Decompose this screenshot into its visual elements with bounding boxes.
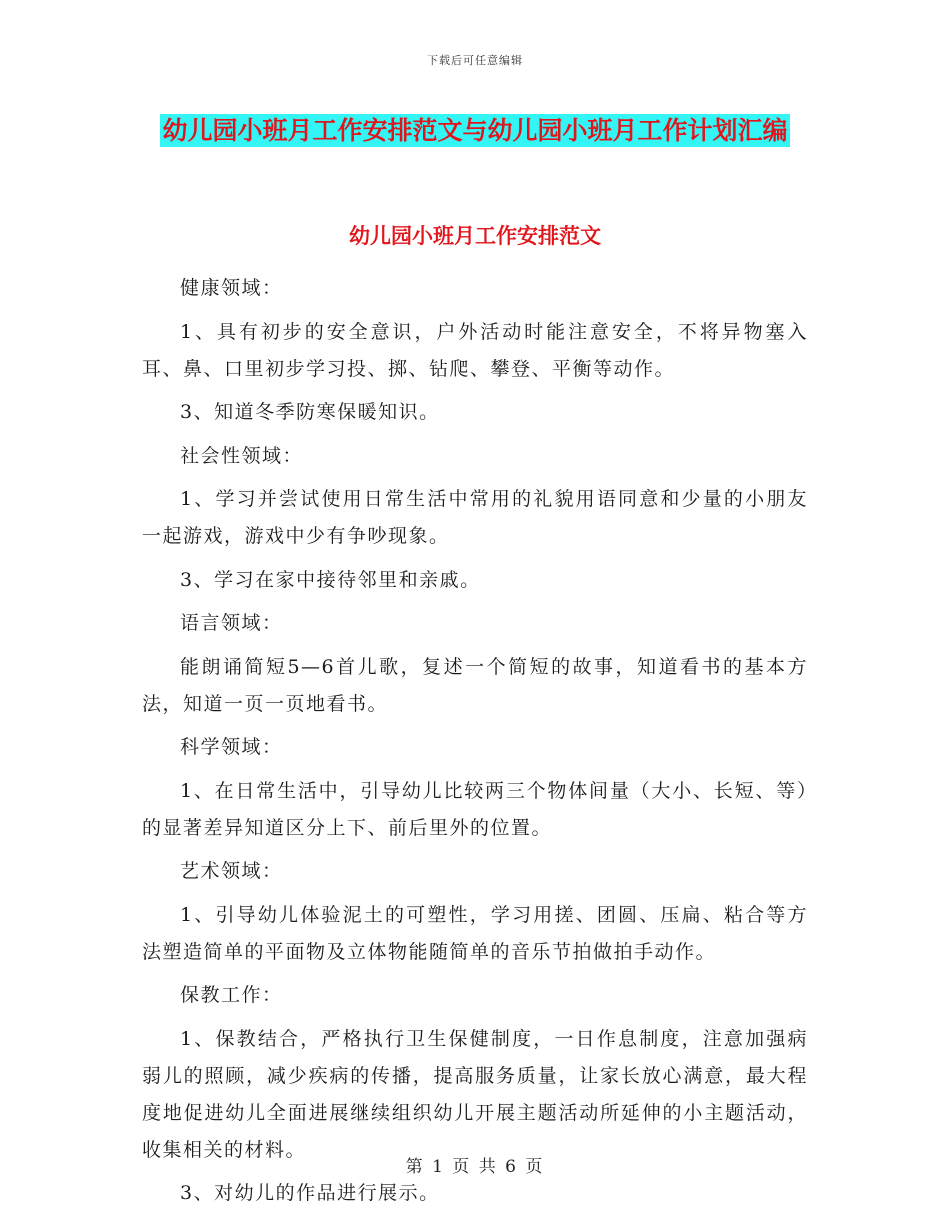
paragraph: 3、知道冬季防寒保暖知识。: [180, 401, 440, 423]
paragraph: 1、保教结合，严格执行卫生保健制度，一日作息制度，注意加强病弱儿的照顾，减少疾病的传播，提高服务质量，让家长放心满意，最大程度地促进幼儿全面进展继续组织幼儿开展主题活动所延伸的小主题活动，收集相关的材料。: [142, 1027, 808, 1161]
paragraph: 3、对幼儿的作品进行展示。: [180, 1182, 440, 1204]
paragraph: 1、在日常生活中，引导幼儿比较两三个物体间量（大小、长短、等）的显著差异知道区分上下、前后里外的位置。: [142, 779, 808, 839]
paragraph: 科学领域：: [180, 736, 283, 758]
paragraph: 能朗诵简短5—6首儿歌，复述一个简短的故事，知道看书的基本方法，知道一页一页地看书。: [142, 655, 808, 715]
paragraph: 1、学习并尝试使用日常生活中常用的礼貌用语同意和少量的小朋友一起游戏，游戏中少有争吵现象。: [142, 488, 808, 547]
paragraph: 艺术领域：: [180, 860, 283, 882]
paragraph: 1、具有初步的安全意识，户外活动时能注意安全，不将异物塞入耳、鼻、口里初步学习投、掷、钻爬、攀登、平衡等动作。: [142, 320, 808, 380]
header-note: 下载后可任意编辑: [427, 54, 523, 67]
document-title: [142, 108, 808, 154]
paragraph: 社会性领域：: [180, 444, 304, 467]
paragraph: 1、引导幼儿体验泥土的可塑性，学习用搓、团圆、压扁、粘合等方法塑造简单的平面物及立体物能随简单的音乐节拍做拍手动作。: [142, 903, 808, 963]
section-title: 幼儿园小班月工作安排范文: [349, 224, 601, 248]
paragraph: 保教工作：: [180, 984, 283, 1006]
document-body: [142, 270, 808, 1219]
paragraph: 3、学习在家中接待邻里和亲戚。: [180, 568, 481, 591]
document-title-text: 幼儿园小班月工作安排范文与幼儿园小班月工作计划汇编: [162, 116, 788, 145]
page-footer: 第 1 页 共 6 页: [405, 1157, 545, 1177]
paragraph: 健康领域：: [180, 277, 283, 299]
paragraph: 语言领域：: [180, 612, 283, 634]
